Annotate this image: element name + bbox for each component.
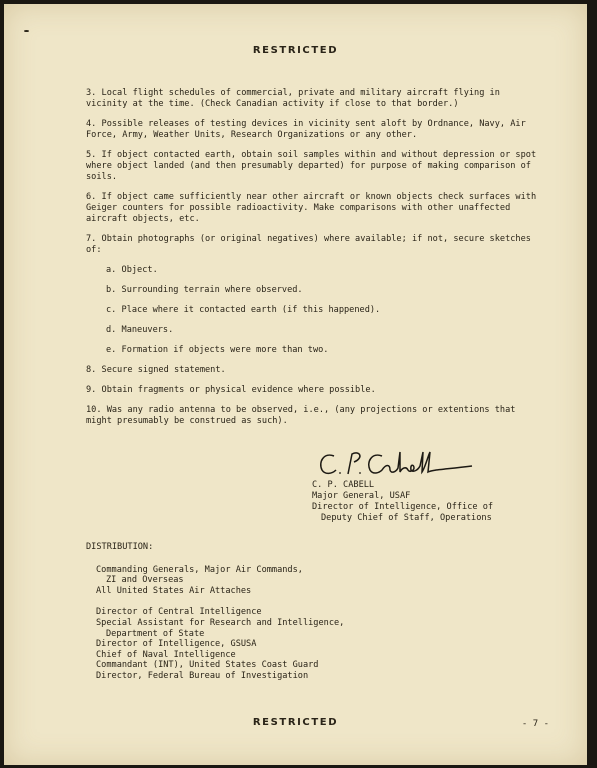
distribution-entry: Commanding Generals, Major Air Commands, (96, 564, 303, 575)
distribution-entry: Director of Central Intelligence (96, 607, 262, 618)
signer-name: C. P. CABELL (312, 480, 375, 490)
list-item: 6. If object came sufficiently near other aircraft or known objects check surfaces with Geiger counters for possible radioactivity. Make comparisons with other unaffected aircraft objects, etc. (86, 192, 537, 224)
distribution-entry: Director, Federal Bureau of Investigation (96, 670, 309, 681)
distribution-heading: DISTRIBUTION: (86, 542, 154, 552)
handwritten-signature (316, 448, 476, 480)
classification-footer: RESTRICTED (252, 717, 339, 728)
distribution-entry: Department of State (106, 628, 205, 639)
distribution-entry: ZI and Overseas (106, 575, 184, 586)
list-item: 4. Possible releases of testing devices in vicinity sent aloft by Ordnance, Navy, Air Force, Army, Weather Units, Research Organizations or any other. (86, 119, 526, 140)
signature-block (312, 448, 493, 524)
page-number: - 7 - (521, 719, 549, 729)
distribution-group (96, 607, 506, 681)
list-item: 9. Obtain fragments or physical evidence where possible. (86, 385, 376, 395)
signer-title-cont: Deputy Chief of Staff, Operations (321, 513, 492, 523)
list-item: 7. Obtain photographs (or original negatives) where available; if not, secure sketches of: (86, 234, 531, 255)
sub-list-item: c. Place where it contacted earth (if this happened). (106, 305, 381, 315)
list-item: 3. Local flight schedules of commercial, private and military aircraft flying in vicinity at the time. (Check Canadian activity if close to that border.) (86, 88, 500, 109)
distribution-group (96, 565, 506, 597)
signer-rank: Major General, USAF (312, 491, 411, 501)
list-item: 5. If object contacted earth, obtain soil samples within and without depression or spot where object landed (and then presumably departed) for purpose of making comparison of soils. (86, 150, 537, 182)
distribution-entry: Director of Intelligence, GSUSA (96, 639, 257, 650)
list-item: 8. Secure signed statement. (86, 365, 226, 375)
list-item: 10. Was any radio antenna to be observed, i.e., (any projections or extentions that might presumably be construed as such). (86, 405, 516, 426)
sub-list-item: a. Object. (106, 265, 158, 275)
distribution-entry: Commandant (INT), United States Coast Guard (96, 660, 319, 671)
instructions-list (86, 88, 546, 436)
distribution-entry: All United States Air Attaches (96, 585, 252, 596)
distribution-entry: Special Assistant for Research and Intelligence, (96, 617, 345, 628)
sub-list-item: b. Surrounding terrain where observed. (106, 285, 303, 295)
distribution-section (86, 542, 506, 693)
distribution-entry: Chief of Naval Intelligence (96, 649, 236, 660)
sub-list-item: e. Formation if objects were more than two. (106, 345, 329, 355)
document-page (4, 4, 587, 765)
classification-header: RESTRICTED (252, 45, 339, 56)
ink-speck (24, 30, 29, 32)
signer-title: Director of Intelligence, Office of (312, 502, 494, 512)
sub-list-item: d. Maneuvers. (106, 325, 174, 335)
